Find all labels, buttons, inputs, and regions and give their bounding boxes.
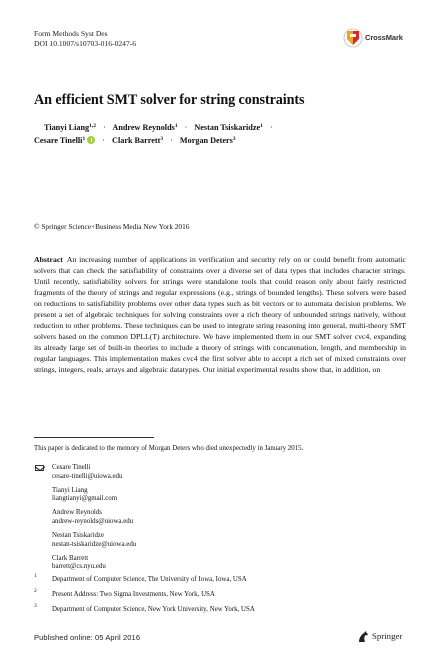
contact-entry [34, 532, 136, 549]
copyright-notice: © Springer Science+Business Media New York 2016 [34, 222, 190, 231]
contact-email[interactable]: liangtianyi@gmail.com [52, 495, 118, 503]
author-line-2 [34, 133, 278, 146]
contact-email[interactable]: nestan-tsiskaridze@uiowa.edu [52, 540, 137, 548]
affiliation-mark: 3 [232, 136, 236, 142]
affiliation-mark: 1 [174, 123, 178, 129]
abstract [34, 254, 406, 376]
footnote-rule [34, 437, 154, 438]
contact-entry [34, 464, 136, 481]
affiliation-mark: 3 [160, 136, 164, 142]
author-list [34, 120, 278, 146]
author-name[interactable]: Morgan Deters [179, 136, 233, 145]
crossmark-label: CrossMark [365, 33, 403, 42]
affiliation-text: Department of Computer Science, The University of Iowa, Iowa, USA [52, 576, 247, 583]
affiliation-item [34, 605, 255, 614]
abstract-heading: Abstract [34, 255, 63, 264]
author-name[interactable]: Cesare Tinelli [34, 136, 83, 145]
dedication-footnote: This paper is dedicated to the memory of Morgan Deters who died unexpectedly in January 2015. [34, 445, 304, 452]
author-name[interactable]: Nestan Tsiskaridze [194, 123, 261, 132]
contact-email[interactable]: barrett@cs.nyu.edu [52, 563, 106, 571]
contact-name: Cesare Tinelli [52, 464, 91, 471]
journal-header [34, 29, 136, 49]
contact-email[interactable]: cesare-tinelli@uiowa.edu [52, 472, 123, 480]
contact-list [34, 464, 136, 577]
envelope-icon [35, 465, 44, 471]
published-date: Published online: 05 April 2016 [34, 633, 141, 642]
author-line-1 [44, 120, 278, 133]
author-separator: · [102, 136, 105, 145]
affiliation-text: Department of Computer Science, New York University, New York, USA [52, 606, 255, 613]
affiliation-number: 1 [34, 573, 37, 579]
author-name[interactable]: Tianyi Liang [44, 123, 90, 132]
affiliation-item [34, 575, 255, 584]
orcid-icon[interactable] [87, 136, 95, 144]
affiliation-number: 2 [34, 588, 37, 594]
publisher-name: Springer [372, 631, 403, 641]
contact-entry [34, 487, 136, 504]
contact-entry [34, 555, 136, 572]
affiliation-number: 3 [34, 603, 37, 609]
author-name[interactable]: Andrew Reynolds [112, 123, 175, 132]
author-separator: · [170, 136, 173, 145]
crossmark-badge[interactable] [343, 27, 419, 49]
author-name[interactable]: Clark Barrett [112, 136, 161, 145]
affiliation-item [34, 590, 255, 599]
affiliation-mark: 1 [82, 136, 86, 142]
springer-logo [356, 630, 416, 644]
contact-email[interactable]: andrew-reynolds@uiowa.edu [52, 517, 134, 525]
author-separator: · [269, 123, 273, 132]
contact-name: Andrew Reynolds [52, 509, 102, 517]
doi[interactable]: DOI 10.1007/s10703-016-0247-6 [34, 39, 137, 48]
contact-name: Nestan Tsiskaridze [52, 532, 105, 540]
author-separator: · [103, 123, 106, 132]
paper-title: An efficient SMT solver for string constraints [34, 92, 305, 108]
abstract-text: An increasing number of applications in verification and security rely on or could benefit from automatic solvers that can check the satisfiability of constraints over a diverse set of data types that includes character strings. Until recently, satisfiability solvers for strings were standalone tools that could reason only about fairly restricted fragments of the theory of strings and regular expressions (e.g., strings of bounded lengths). These solvers were based on reductions to satisfiability problems over other data types such as bit vectors or to automata decision problems. We present a set of algebraic techniques for solving constraints over a rich theory of unbounded strings natively, without reduction to other problems. These techniques can be used to integrate string reasoning into general, multi-theory SMT solvers based on the common DPLL(T) architecture. We have implemented them in our SMT solver cvc4, expanding its already large set of built-in theories to include a theory of strings with concatenation, length, and membership in regular languages. This implementation makes cvc4 the first solver able to accept a rich set of mixed constraints over strings, integers, reals, arrays and algebraic datatypes. Our initial experimental results show that, in addition, on [34, 255, 406, 375]
affiliation-mark: 1,2 [89, 123, 97, 129]
crossmark-icon [343, 27, 363, 49]
contact-name: Clark Barrett [52, 554, 89, 562]
affiliation-text: Present Address: Two Sigma Investments, New York, USA [52, 591, 215, 598]
affiliation-mark: 1 [260, 123, 263, 129]
contact-entry [34, 509, 136, 526]
contact-name: Tianyi Liang [52, 486, 88, 494]
journal-name: Form Methods Syst Des [34, 29, 108, 38]
affiliation-list [34, 575, 255, 620]
springer-horse-icon [356, 630, 370, 644]
author-separator: · [184, 123, 188, 132]
